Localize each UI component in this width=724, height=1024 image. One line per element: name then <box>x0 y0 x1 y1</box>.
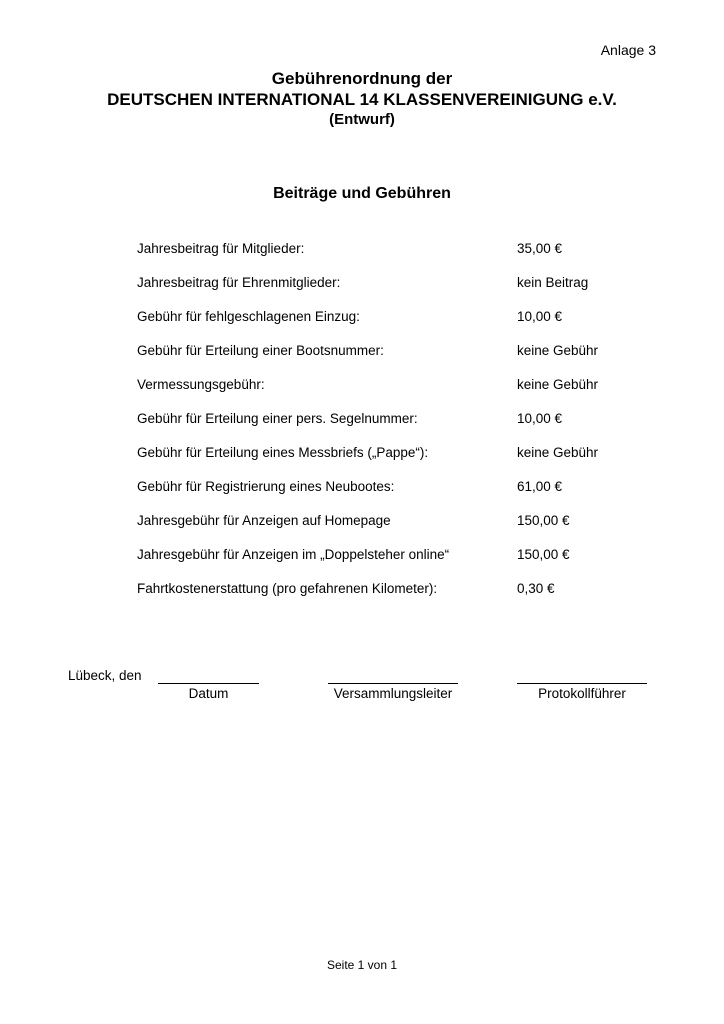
fee-label: Jahresgebühr für Anzeigen im „Doppelsteher online“ <box>137 547 450 562</box>
title-line-1: Gebührenordnung der <box>271 69 453 88</box>
fee-label: Jahresgebühr für Anzeigen auf Homepage <box>137 513 391 528</box>
fee-value: keine Gebühr <box>517 377 599 392</box>
fee-row <box>137 376 637 410</box>
fee-label: Gebühr für Erteilung einer pers. Segelnummer: <box>137 411 418 426</box>
date-caption: Datum <box>188 686 229 701</box>
recorder-signature-line <box>517 683 647 684</box>
page-number: Seite 1 von 1 <box>326 958 398 972</box>
fee-label: Vermessungsgebühr: <box>137 377 265 392</box>
fee-row <box>137 580 637 614</box>
place-label: Lübeck, den <box>68 668 142 683</box>
fee-label: Gebühr für fehlgeschlagenen Einzug: <box>137 309 360 324</box>
fee-value: 10,00 € <box>517 411 563 426</box>
annex-label: Anlage 3 <box>600 42 656 58</box>
fee-row <box>137 342 637 376</box>
section-heading: Beiträge und Gebühren <box>273 185 451 202</box>
fee-value: 61,00 € <box>517 479 563 494</box>
fee-row <box>137 478 637 512</box>
fee-label: Jahresbeitrag für Ehrenmitglieder: <box>137 275 341 290</box>
fee-row <box>137 512 637 546</box>
date-signature-line <box>158 683 259 684</box>
fee-row <box>137 546 637 580</box>
fee-row <box>137 410 637 444</box>
fee-value: keine Gebühr <box>517 343 599 358</box>
fee-label: Gebühr für Erteilung eines Messbriefs („Pappe“): <box>137 445 429 460</box>
fee-row <box>137 240 637 274</box>
fee-label: Gebühr für Erteilung einer Bootsnummer: <box>137 343 384 358</box>
title-line-2: DEUTSCHEN INTERNATIONAL 14 KLASSENVEREINIGUNG e.V. <box>107 90 617 109</box>
title-line-3: (Entwurf) <box>329 111 395 128</box>
fee-row <box>137 308 637 342</box>
fee-value: kein Beitrag <box>517 275 589 290</box>
fee-value: 10,00 € <box>517 309 563 324</box>
chair-signature-line <box>328 683 458 684</box>
document-title <box>0 68 724 130</box>
fee-row <box>137 274 637 308</box>
fee-value: 150,00 € <box>517 547 570 562</box>
fee-label: Fahrtkostenerstattung (pro gefahrenen Kilometer): <box>137 581 438 596</box>
recorder-caption: Protokollführer <box>538 686 626 701</box>
fee-value: 150,00 € <box>517 513 570 528</box>
fee-value: keine Gebühr <box>517 445 599 460</box>
fee-list <box>137 240 637 614</box>
signature-area <box>0 664 724 714</box>
fee-label: Gebühr für Registrierung eines Neubootes: <box>137 479 395 494</box>
fee-row <box>137 444 637 478</box>
fee-value: 35,00 € <box>517 241 563 256</box>
fee-label: Jahresbeitrag für Mitglieder: <box>137 241 305 256</box>
fee-value: 0,30 € <box>517 581 555 596</box>
chair-caption: Versammlungsleiter <box>333 686 453 701</box>
